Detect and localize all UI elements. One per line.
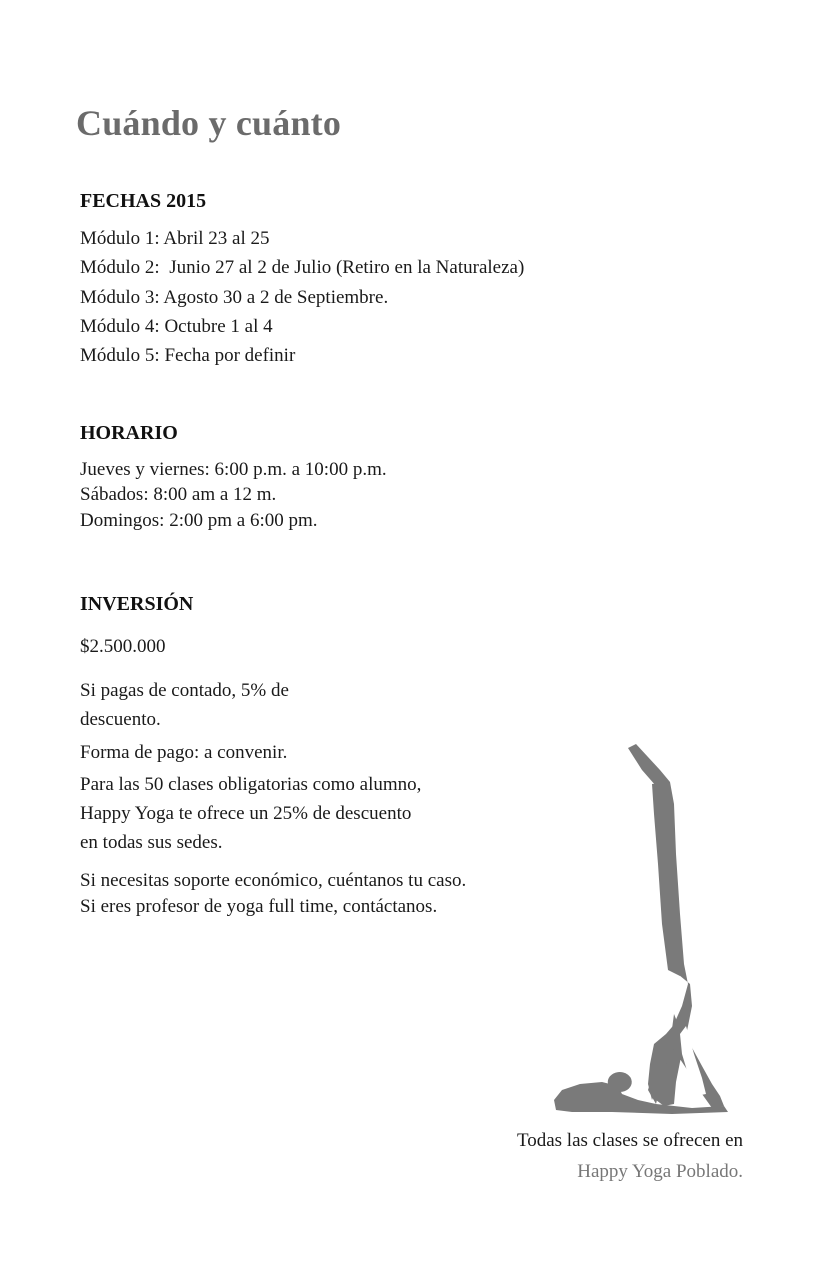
fechas-heading: FECHAS 2015 [80, 190, 207, 212]
yoga-figure-icon [552, 744, 728, 1116]
inversion-line: Si necesitas soporte económico, cuéntanos tu caso. [80, 870, 467, 891]
horario-heading: HORARIO [80, 422, 178, 444]
inversion-line: descuento. [80, 709, 161, 730]
fechas-line: Módulo 4: Octubre 1 al 4 [80, 316, 273, 337]
footer-location: Happy Yoga Poblado. [577, 1161, 743, 1182]
fechas-line: Módulo 5: Fecha por definir [80, 345, 296, 366]
fechas-line: Módulo 2: Junio 27 al 2 de Julio (Retiro en la Naturaleza) [80, 257, 525, 278]
inversion-line: Para las 50 clases obligatorias como alumno, [80, 774, 422, 795]
fechas-line: Módulo 3: Agosto 30 a 2 de Septiembre. [80, 287, 389, 308]
fechas-line: Módulo 1: Abril 23 al 25 [80, 228, 270, 249]
inversion-line: Si eres profesor de yoga full time, contáctanos. [80, 896, 438, 917]
inversion-line: en todas sus sedes. [80, 832, 223, 853]
horario-line: Domingos: 2:00 pm a 6:00 pm. [80, 510, 318, 531]
horario-line: Jueves y viernes: 6:00 p.m. a 10:00 p.m. [80, 459, 387, 480]
inversion-line: Forma de pago: a convenir. [80, 742, 288, 763]
footer-line: Todas las clases se ofrecen en [516, 1130, 743, 1151]
inversion-price: $2.500.000 [80, 636, 166, 657]
inversion-heading: INVERSIÓN [80, 593, 194, 615]
horario-line: Sábados: 8:00 am a 12 m. [80, 484, 277, 505]
page-title: Cuándo y cuánto [76, 103, 342, 143]
inversion-line: Happy Yoga te ofrece un 25% de descuento [80, 803, 412, 824]
inversion-line: Si pagas de contado, 5% de [80, 680, 289, 701]
